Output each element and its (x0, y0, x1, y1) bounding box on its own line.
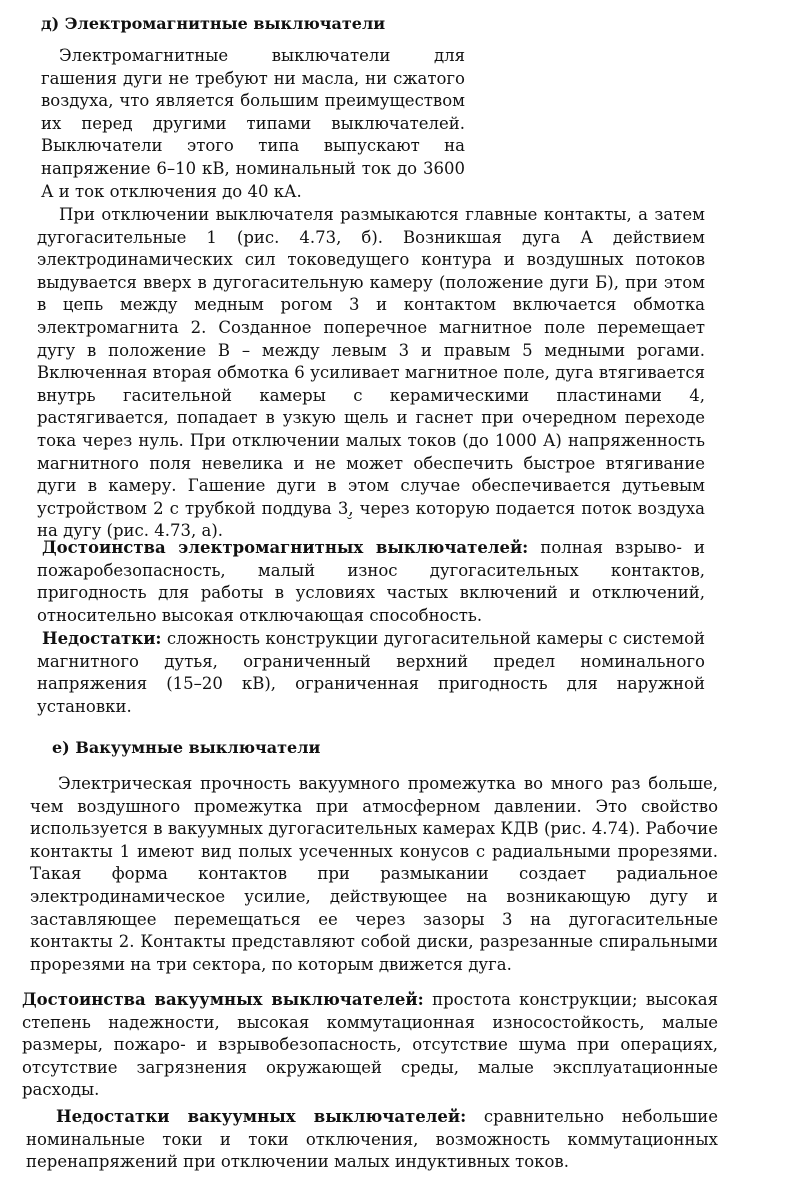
section-d-heading: д) Электромагнитные выключатели (41, 14, 386, 33)
section-d-intro: Электромагнитные выключатели для гашения дуги не требуют ни масла, ни сжатого воздуха, что является большим преимуществом их перед другими типами выключателей. Выключатели этого типа выпускают на напряжение 6–10 кВ, номинальный ток до 3600 А и ток отключения до 40 кА. (41, 46, 465, 201)
section-d-advantages (37, 537, 705, 627)
section-e-body: Электрическая прочность вакуумного промежутка во много раз больше, чем воздушного промежутка при атмосферном давлении. Это свойство используется в вакуумных дугогасительных камерах КДВ (рис. 4.74). Рабочие контакты 1 имеют вид полых усеченных конусов с радиальными прорезями. Такая форма контактов при размыкании создает радиальное электродинамическое усилие, действующее на возникающую дугу и заставляющее перемещаться ее через зазоры 3 на дугогасительные контакты 2. Контакты представляют собой диски, разрезанные спиральными прорезями на три сектора, по которым движется дуга. (30, 774, 718, 974)
section-d-drawbacks (37, 628, 705, 718)
section-e-advantages-label: Достоинства вакуумных выключателей: (22, 990, 424, 1009)
section-e-advantages (22, 989, 718, 1102)
section-e-drawbacks-label: Недостатки вакуумных выключателей: (56, 1107, 467, 1126)
section-d-drawbacks-text: сложность конструкции дугогасительной камеры с системой магнитного дутья, ограниченный верхний предел номинального напряжения (15–20 кВ), ограниченная пригодность для наружной установки. (37, 629, 706, 716)
scan-mark: ˘ (346, 516, 353, 532)
section-e-drawbacks (26, 1106, 718, 1174)
section-e-advantages-text: простота конструкции; высокая степень надежности, высокая коммутационная износостойкость, малые размеры, пожаро- и взрывобезопасность, отсутствие шума при операциях, отсутствие загрязнения окружающей среды, малые эксплуатационные расходы. (22, 990, 718, 1100)
section-d-drawbacks-label: Недостатки: (42, 629, 162, 648)
section-d-body: При отключении выключателя размыкаются главные контакты, а затем дугогасительные 1 (рис. 4.73, б). Возникшая дуга А действием электродинамических сил токоведущего контура и воздушных потоков выдувается вверх в дугогасительную камеру (положение дуги Б), при этом в цепь между медным рогом 3 и контактом включается обмотка электромагнита 2. Созданное поперечное магнитное поле перемещает дугу в положение В – между левым 3 и правым 5 медными рогами. Включенная вторая обмотка 6 усиливает магнитное поле, дуга втягивается внутрь гасительной камеры с керамическими пластинами 4, растягивается, попадает в узкую щель и гаснет при очередном переходе тока через нуль. При отключении малых токов (до 1000 А) напряженность магнитного поля невелика и не может обеспечить быстрое втягивание дуги в камеру. Гашение дуги в этом случае обеспечивается дутьевым устройством 2 с трубкой поддува 3, через которую подается поток воздуха на дугу (рис. 4.73, а). (37, 205, 705, 541)
section-d-advantages-text: полная взрыво- и пожаробезопасность, малый износ дугогасительных контактов, пригодность для работы в условиях частых включений и отключений, относительно высокая отключающая способность. (37, 538, 705, 625)
section-e-drawbacks-text: сравнительно небольшие номинальные токи и токи отключения, возможность коммутационных перенапряжений при отключении малых индуктивных токов. (26, 1107, 719, 1172)
section-e-heading: е) Вакуумные выключатели (52, 738, 321, 757)
section-d-advantages-label: Достоинства электромагнитных выключателей: (42, 538, 529, 557)
